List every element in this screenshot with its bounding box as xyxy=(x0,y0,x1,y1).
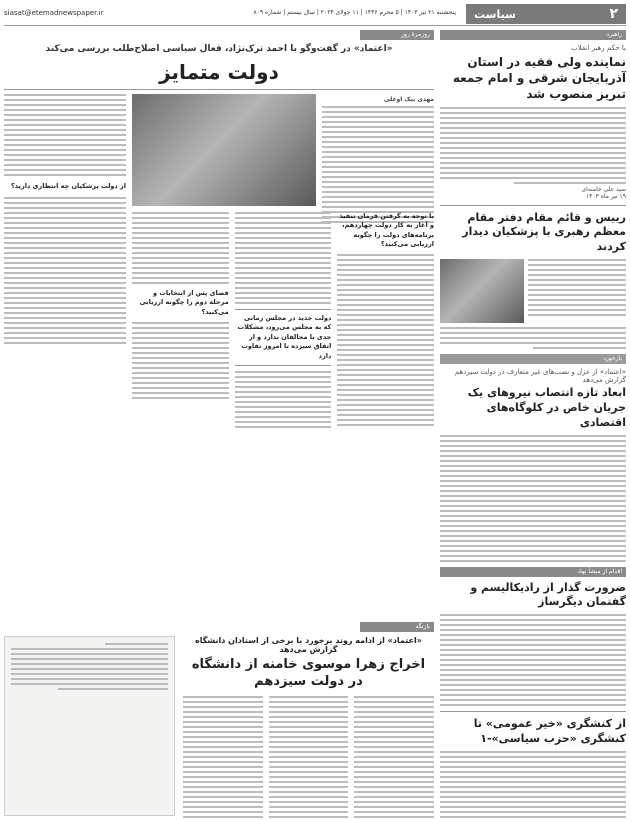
main-story-deck: «اعتماد» در گفت‌وگو با احمد ترک‌نژاد، فعال سیاسی اصلاح‌طلب بررسی می‌کند xyxy=(45,44,393,54)
bottom-story-body xyxy=(183,696,263,820)
dismissal-letter-image xyxy=(4,636,175,816)
main-lead-column xyxy=(322,94,434,223)
issue-date-line: پنجشنبه ۲۱ تیر ۱۴۰۳ | ۵ محرم ۱۴۴۶ | ۱۱ جولای ۲۰۲۴ | سال بیستم | شماره ۸۰۹ xyxy=(253,9,456,16)
meeting-photo xyxy=(440,259,524,323)
main-left-column xyxy=(4,94,126,344)
story-pezeshkian-meeting xyxy=(440,211,626,350)
interview-question: فضای پس از انتخابات و مرحله دوم را چگونه ارزیابی می‌کنید؟ xyxy=(139,289,229,316)
story-body-continued xyxy=(440,327,626,349)
interviewee-photo xyxy=(132,94,316,206)
section-title: سیاست xyxy=(474,7,516,21)
story-body xyxy=(528,259,626,323)
main-story-header xyxy=(4,30,434,90)
main-column xyxy=(4,30,434,816)
story-kicker: «اعتماد» از عزل و نصب‌های غیر متعارف در دولت سیزدهم گزارش می‌دهد xyxy=(454,368,626,385)
main-body-col-2 xyxy=(235,212,332,428)
story-body xyxy=(440,107,626,184)
main-story-body xyxy=(322,106,434,223)
story-headline: از کنشگری «خیر عمومی» تا کنشگری «حزب سیاسی»-۱ xyxy=(473,717,626,746)
pull-quote: دولت جدید در مجلس زمانی که به مجلس می‌رود، مشکلات جدی با مخالفان ندارد و از اتفاق سیزده تا امروز تفاوت دارد xyxy=(235,309,332,366)
interview-question: با توجه به گرفتن فرمان تنفیذ و آغاز به کار دولت چهاردهم، برنامه‌های دولت را چگونه ارزیابی می‌کنید؟ xyxy=(339,212,434,249)
tag-bazkhord: بازخورد xyxy=(440,354,626,364)
story-appointments xyxy=(440,368,626,562)
bottom-story-text xyxy=(183,636,434,820)
bottom-tag: بازنگه xyxy=(360,622,434,632)
interview-question: از دولت پزشکیان چه انتظاری دارید؟ xyxy=(11,182,126,190)
bottom-story-body xyxy=(269,696,349,820)
newspaper-email: siasat@etemadnewspaper.ir xyxy=(4,9,104,17)
main-story-body xyxy=(235,212,332,304)
main-story-body xyxy=(337,254,434,426)
story-rahbar-appointment xyxy=(440,44,626,200)
main-story-body xyxy=(132,322,229,399)
story-body xyxy=(440,614,626,706)
main-story-body xyxy=(235,371,332,428)
main-story-body xyxy=(4,94,126,176)
bottom-story xyxy=(4,636,434,820)
story-political-party xyxy=(440,717,626,820)
main-tag: روزمرهٔ روز xyxy=(360,30,434,40)
section-badge xyxy=(466,4,626,24)
story-body xyxy=(440,751,626,820)
story-body xyxy=(440,435,626,562)
tag-rahbord: راهبرد xyxy=(440,30,626,40)
page-number: ۲ xyxy=(609,6,618,22)
story-headline: رییس و قائم مقام دفتر مقام معظم رهبری با پزشکیان دیدار کردند xyxy=(462,210,626,254)
divider xyxy=(440,711,626,712)
main-story-body xyxy=(132,212,229,284)
main-body-col-3 xyxy=(132,212,229,428)
author-name: مهدی بیک اوغلی xyxy=(383,96,434,103)
main-story-title: دولت متمایز xyxy=(159,60,279,84)
bottom-story-deck: «اعتماد» از ادامه روند برخورد با برخی از استادان دانشگاه گزارش می‌دهد xyxy=(195,636,422,654)
story-kicker: با حکم رهبر انقلاب xyxy=(571,44,626,52)
story-signature: سید علی خامنه‌ای ۱۹ تیر ماه ۱۴۰۳ xyxy=(581,185,626,200)
story-headline: نماینده ولی فقیه در استان آذربایجان شرقی و امام جمعه تبریز منصوب شد xyxy=(452,55,626,102)
story-radicalism xyxy=(440,581,626,707)
story-headline: ابعاد تازه انتصاب نیروهای یک جریان خاص در کلوگاه‌های اقتصادی xyxy=(467,386,626,429)
main-story-body xyxy=(4,197,126,344)
tag-eqdam: اقدام از منشأ نهاد xyxy=(440,567,626,577)
bottom-story-body xyxy=(354,696,434,820)
bottom-section xyxy=(4,622,434,820)
divider xyxy=(440,205,626,206)
main-body-columns xyxy=(132,212,434,428)
story-headline: ضرورت گذار از رادیکالیسم و گفتمان دیگرساز xyxy=(470,580,626,609)
right-column xyxy=(440,30,626,816)
masthead xyxy=(4,4,626,26)
main-body-col-1 xyxy=(337,212,434,428)
bottom-story-headline: اخراج زهرا موسوی خامنه از دانشگاه در دولت سیزدهم xyxy=(191,657,426,689)
